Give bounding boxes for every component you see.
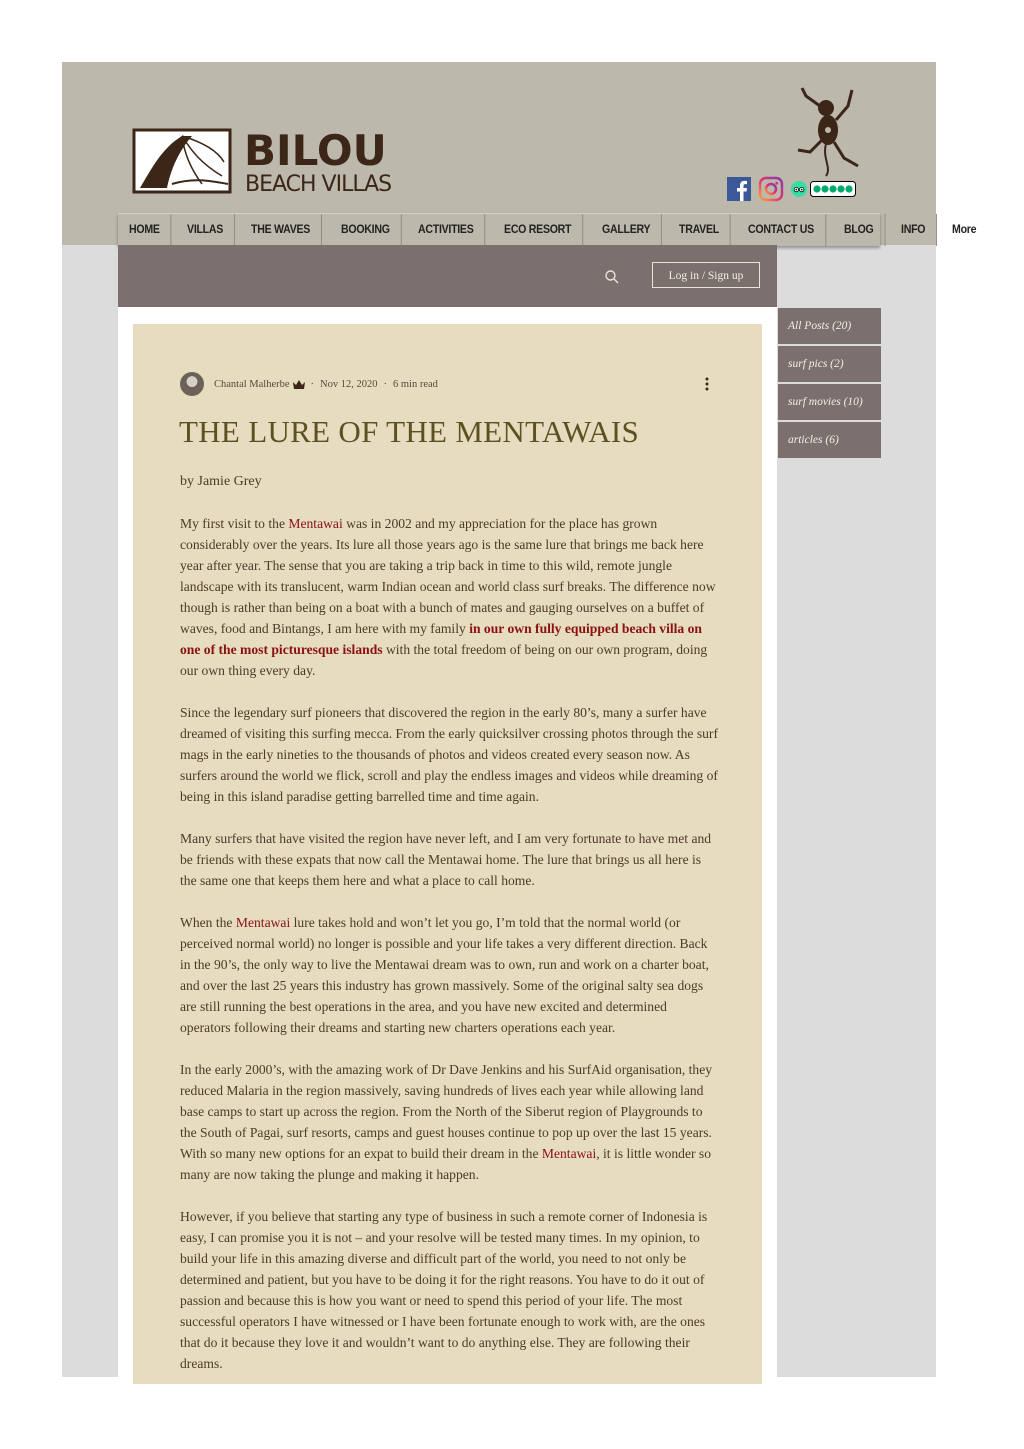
nav-more[interactable]: More <box>952 224 977 236</box>
nav-the-waves[interactable]: THE WAVES <box>240 214 322 246</box>
main-nav <box>118 213 977 246</box>
rating-bubbles-icon <box>810 181 856 197</box>
nav-gallery[interactable]: GALLERY <box>591 214 662 246</box>
text-run: with the total freedom of being on our own program, doing our own thing every day. <box>180 642 708 678</box>
login-signup-button[interactable]: Log in / Sign up <box>652 262 760 288</box>
blog-toolbar <box>118 245 777 307</box>
mentawai-link[interactable]: Mentawai <box>288 516 343 531</box>
bilou-logo[interactable] <box>132 128 432 198</box>
monkey-icon <box>792 86 862 178</box>
category-surf-movies[interactable]: surf movies (10) <box>778 384 881 420</box>
nav-activities[interactable]: ACTIVITIES <box>407 214 485 246</box>
paragraph: Many surfers that have visited the region have never left, and I am very fortunate to have met and be friends with these expats that now call the Mentawai home. The lure that brings us all here is the same one that keeps them here and what a place to call home. <box>180 831 712 888</box>
nav-home[interactable]: HOME <box>118 214 172 246</box>
search-icon[interactable] <box>604 269 620 285</box>
mentawai-link[interactable]: Mentawai <box>235 915 291 930</box>
text-run: lure takes hold and won’t let you go, I’m told that the normal world (or perceived normal world) no longer is possible and your life takes a very different direction. Back in the 90’s, the only way to live the Mentawai dream was to own, run and work on a charter boat, and over the last 25 years this industry has grown massively. Some of the original salty sea dogs are still running the best operations in the area, and you have new excited and determined operators following their dreams and starting new charters operations each year. <box>180 915 709 1035</box>
nav-contact-us[interactable]: CONTACT US <box>737 214 826 246</box>
separator-dot-icon: · <box>310 378 315 390</box>
instagram-icon[interactable] <box>759 177 783 201</box>
nav-villas[interactable]: VILLAS <box>176 214 235 246</box>
social-bar <box>727 177 856 201</box>
post-body <box>180 513 720 1395</box>
read-time: 6 min read <box>392 378 438 390</box>
nav-booking[interactable]: BOOKING <box>330 214 402 246</box>
category-surf-pics[interactable]: surf pics (2) <box>778 346 881 382</box>
nav-travel[interactable]: TRAVEL <box>668 214 731 246</box>
text-run: My first visit to the <box>180 516 289 531</box>
logo-title: BILOU <box>244 126 387 175</box>
text-run: , it is little wonder so many are now taking the plunge and making it happen. <box>180 1146 712 1182</box>
paragraph <box>180 513 720 681</box>
paragraph <box>180 912 720 1038</box>
nav-info[interactable]: INFO <box>890 214 937 246</box>
more-options-icon[interactable] <box>703 376 711 392</box>
mentawai-link[interactable]: Mentawai <box>541 1146 597 1161</box>
text-run: In the early 2000’s, with the amazing work of Dr Dave Jenkins and his SurfAid organisation, they reduced Malaria in the region massively, saving hundreds of lives each year while allowing land base camps to start up across the region. From the North of the Siberut region of Playgrounds to the South of Pagai, surf resorts, camps and guest houses continue to pop up over the last 15 years. With so many new options for an expat to build their dream in the <box>180 1062 713 1161</box>
header <box>62 62 977 245</box>
paragraph <box>180 1059 720 1185</box>
author-name[interactable]: Chantal Malherbe <box>214 378 290 390</box>
site-frame <box>62 62 977 1377</box>
category-articles[interactable]: articles (6) <box>778 422 881 458</box>
villa-link[interactable]: in our own fully equipped beach villa on one of the most picturesque islands <box>180 621 702 657</box>
text-run: When the <box>180 915 236 930</box>
paragraph: Since the legendary surf pioneers that discovered the region in the early 80’s, many a surfer have dreamed of visiting this surfing mecca. From the early quicksilver crossing photos through the surf mags in the early nineties to the thousands of photos and videos created every season now. As surfers around the world we flick, scroll and play the endless images and videos while dreaming of being in this island paradise getting barrelled time and time again. <box>180 705 718 804</box>
post-meta <box>180 372 670 396</box>
separator-dot-icon: · <box>383 378 387 390</box>
blog-post <box>133 324 762 1384</box>
tripadvisor-icon <box>791 181 807 197</box>
paragraph: However, if you believe that starting any type of business in such a remote corner of Indonesia is easy, I can promise you it is not – and your resolve will be tested many times. In my opinion, to build your life in this amazing diverse and difficult part of the world, you need to not only be determined and patient, but you have to be doing it for the right reasons. You have to do it out of passion and because this is how you want or need to spend this period of your life. The most successful operators I have witnessed or I have been fortunate enough to work with, are the ones that do it because they love it and wouldn’t want to do anything else. They are following their dreams. <box>180 1209 708 1371</box>
crown-icon <box>293 380 305 389</box>
nav-eco-resort[interactable]: ECO RESORT <box>493 214 583 246</box>
post-title: THE LURE OF THE MENTAWAIS <box>179 414 640 449</box>
facebook-icon[interactable] <box>727 177 751 201</box>
logo-subtitle: BEACH VILLAS <box>245 172 392 197</box>
category-menu <box>778 308 881 460</box>
post-date: Nov 12, 2020 <box>320 378 378 390</box>
nav-blog[interactable]: BLOG <box>833 214 885 246</box>
text-run: was in 2002 and my appreciation for the place has grown considerably over the years. Its lure all those years ago is the same lure that brings me back here year after year. The sense that you are taking a trip back in time to this wild, remote jungle landscape with its translucent, warm Indian ocean and world class surf breaks. The difference now though is rather than being on a boat with a bunch of mates and gauging ourselves on a buffet of waves, food and Bintangs, I am here with my family <box>180 516 716 636</box>
byline: by Jamie Grey <box>180 474 262 489</box>
category-all-posts[interactable]: All Posts (20) <box>778 308 881 344</box>
tripadvisor-rating[interactable] <box>791 181 856 197</box>
avatar[interactable] <box>180 372 204 396</box>
